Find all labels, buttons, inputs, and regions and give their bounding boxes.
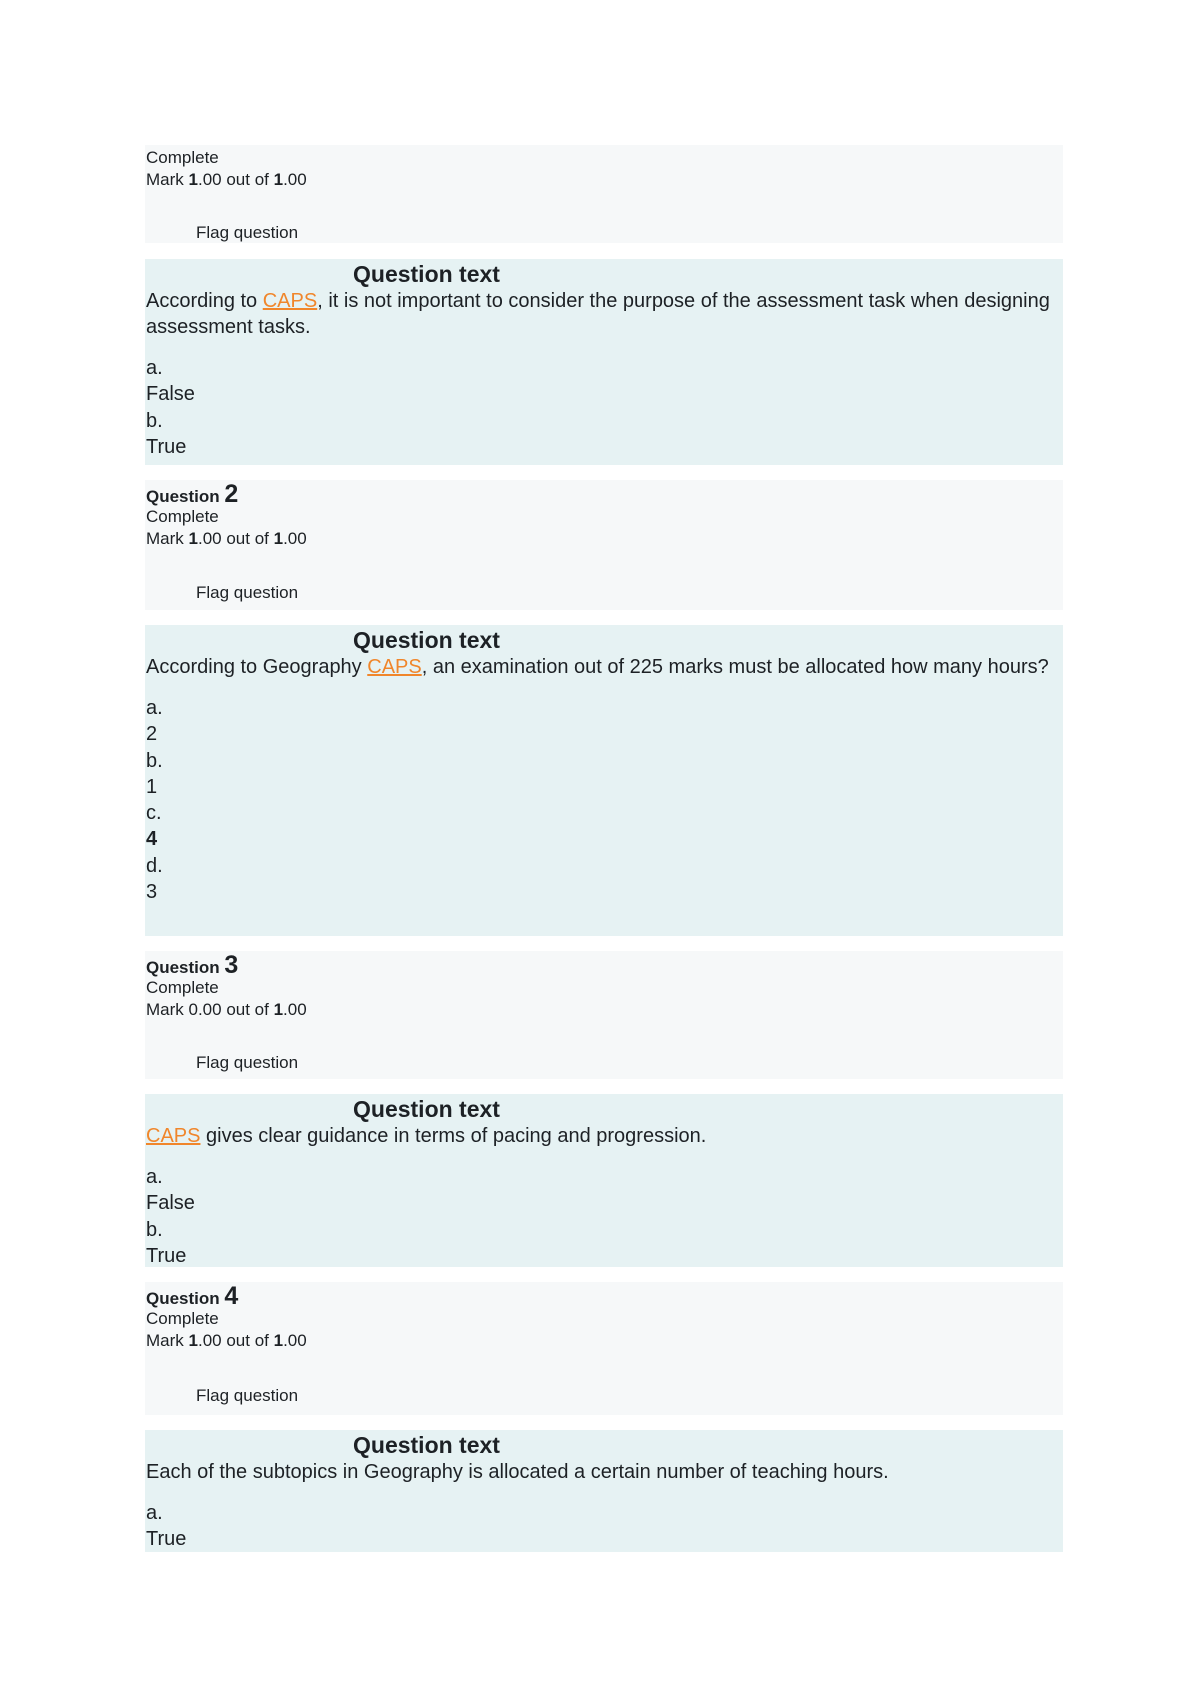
- grade-separator: out of: [221, 529, 274, 548]
- question-label: Question: [146, 958, 225, 977]
- question-4-info: [145, 1282, 1063, 1415]
- question-text: [146, 654, 1063, 680]
- option-value[interactable]: True: [146, 1244, 187, 1267]
- grade-prefix: Mark: [146, 170, 189, 189]
- grade-max-decimals: .00: [283, 170, 307, 189]
- grade-prefix: Mark 0.00: [146, 1000, 222, 1019]
- question-text-heading: Question text: [353, 1432, 500, 1458]
- grade-separator: out of: [221, 1331, 274, 1350]
- option-letter[interactable]: c.: [146, 802, 162, 825]
- caps-link[interactable]: CAPS: [262, 290, 318, 312]
- selected-option-value[interactable]: 4: [146, 828, 158, 851]
- grade-score: 1: [188, 529, 198, 548]
- question-1-info: [145, 145, 1063, 243]
- question-3-info: [145, 951, 1063, 1079]
- grade-max: 1: [273, 170, 284, 189]
- question-3-content: [145, 1094, 1063, 1267]
- question-label: Question: [146, 1289, 225, 1308]
- option-value[interactable]: True: [146, 435, 187, 458]
- grade-max-decimals: .00: [283, 529, 307, 548]
- grade-max-decimals: .00: [283, 1331, 307, 1350]
- flag-question-link[interactable]: Flag question: [196, 1386, 299, 1405]
- question-label: Question: [146, 487, 225, 506]
- caps-link[interactable]: CAPS: [146, 1125, 201, 1147]
- option-value[interactable]: True: [146, 1528, 187, 1551]
- question-state: Complete: [146, 148, 219, 167]
- option-letter[interactable]: a.: [146, 1166, 163, 1188]
- question-text-heading: Question text: [353, 261, 500, 287]
- question-text-part: According to: [146, 290, 263, 312]
- option-value[interactable]: False: [146, 1192, 195, 1215]
- question-grade: [146, 999, 1063, 1021]
- answer-options: [146, 355, 1063, 460]
- question-text: [146, 288, 1063, 340]
- grade-score-decimals: .00: [197, 529, 222, 548]
- question-text-heading: Question text: [353, 1096, 500, 1122]
- question-number: [146, 482, 1063, 506]
- grade-separator: out of: [221, 170, 274, 189]
- option-letter[interactable]: a.: [146, 1502, 163, 1524]
- question-text-heading: Question text: [353, 627, 500, 653]
- option-value[interactable]: False: [146, 383, 195, 406]
- option-letter[interactable]: d.: [146, 854, 163, 877]
- option-value[interactable]: 2: [146, 723, 158, 746]
- grade-max-decimals: .00: [283, 1000, 307, 1019]
- question-2-content: [145, 625, 1063, 936]
- question-1-content: [145, 259, 1063, 465]
- caps-link[interactable]: CAPS: [367, 656, 422, 678]
- flag-question-link[interactable]: Flag question: [196, 223, 299, 242]
- option-value[interactable]: 1: [146, 775, 158, 798]
- question-grade: [146, 1330, 1063, 1352]
- question-text-part: According to Geography: [146, 656, 368, 678]
- option-letter[interactable]: a.: [146, 357, 163, 379]
- question-state: Complete: [146, 1309, 219, 1328]
- grade-max: 1: [273, 1331, 284, 1350]
- option-value[interactable]: 3: [146, 881, 158, 904]
- question-state: Complete: [146, 507, 219, 526]
- question-number: [146, 1284, 1063, 1308]
- question-number-value: 3: [224, 951, 239, 979]
- grade-separator: out of: [221, 1000, 274, 1019]
- option-letter[interactable]: b.: [146, 409, 163, 432]
- question-text: Each of the subtopics in Geography is allocated a certain number of teaching hours.: [146, 1461, 889, 1483]
- grade-prefix: Mark: [146, 529, 189, 548]
- grade-score-decimals: .00: [197, 1331, 222, 1350]
- grade-max: 1: [273, 1000, 284, 1019]
- option-letter[interactable]: a.: [146, 697, 163, 719]
- question-number-value: 4: [224, 1282, 239, 1310]
- flag-question-link[interactable]: Flag question: [196, 583, 299, 602]
- question-2-info: [145, 480, 1063, 610]
- answer-options: [146, 1164, 1063, 1269]
- question-state: Complete: [146, 978, 219, 997]
- grade-score: 1: [188, 1331, 198, 1350]
- question-grade: [146, 169, 1063, 191]
- answer-options: [146, 1500, 1063, 1553]
- flag-question-link[interactable]: Flag question: [196, 1053, 299, 1072]
- question-text-part: , it is not important to consider the purpose of the assessment task when designing assessment tasks.: [146, 290, 1050, 338]
- question-grade: [146, 528, 1063, 550]
- grade-prefix: Mark: [146, 1331, 189, 1350]
- question-text-part: gives clear guidance in terms of pacing and progression.: [200, 1125, 707, 1147]
- question-text-part: , an examination out of 225 marks must be allocated how many hours?: [421, 656, 1049, 678]
- question-text: [146, 1123, 1063, 1149]
- question-number-value: 2: [224, 480, 239, 508]
- question-number: [146, 953, 1063, 977]
- question-4-content: [145, 1430, 1063, 1552]
- option-letter[interactable]: b.: [146, 749, 163, 772]
- option-letter[interactable]: b.: [146, 1218, 163, 1241]
- grade-score-decimals: .00: [197, 170, 222, 189]
- answer-options: [146, 695, 1063, 905]
- grade-max: 1: [273, 529, 284, 548]
- grade-score: 1: [188, 170, 198, 189]
